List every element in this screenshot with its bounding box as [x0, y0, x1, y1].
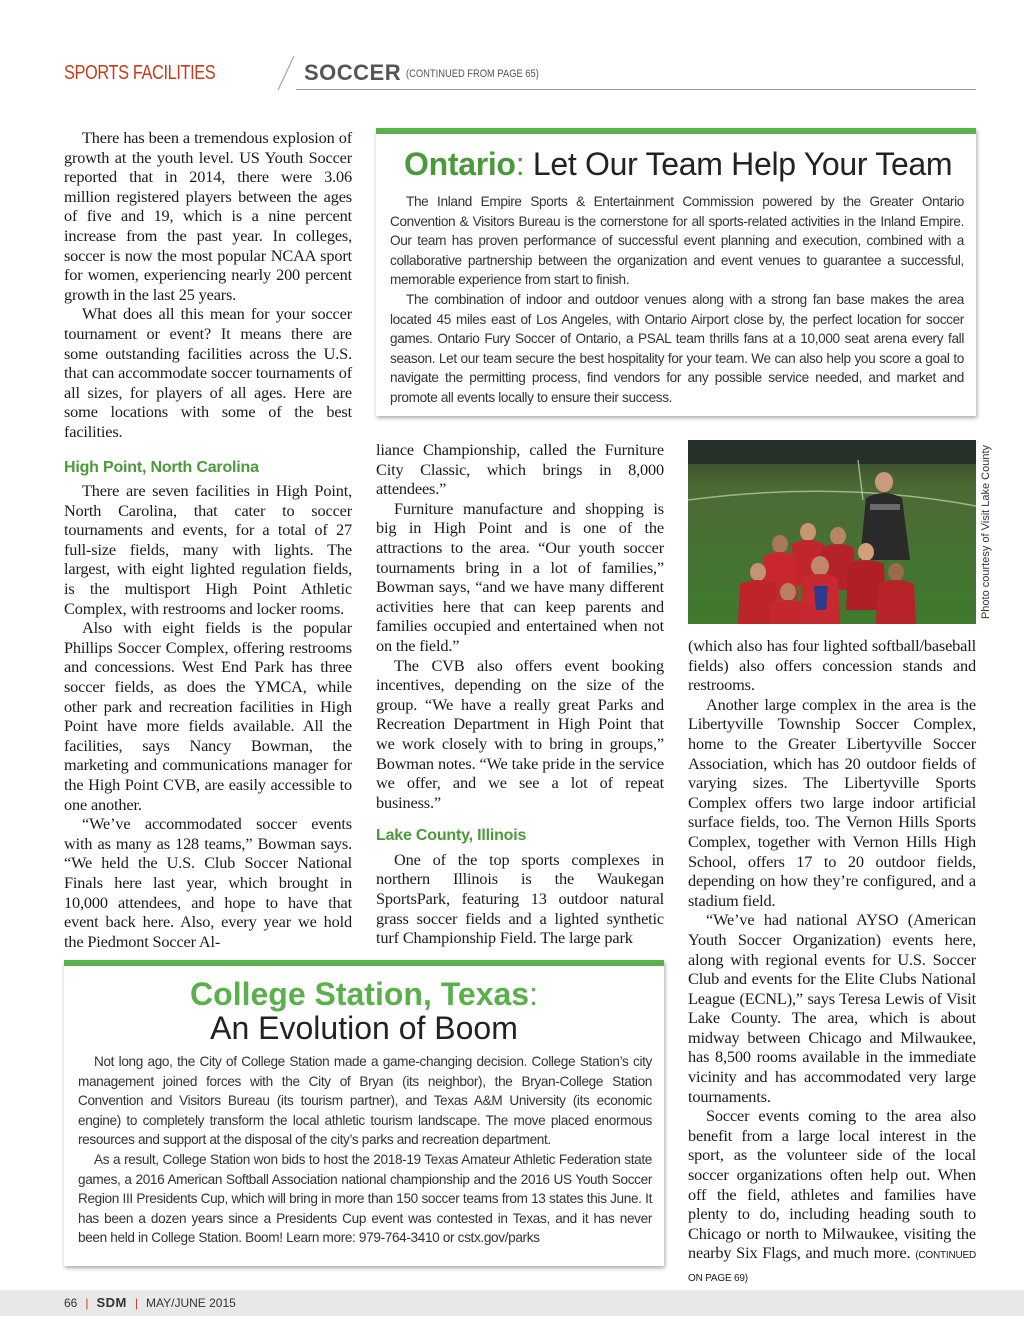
- column-3: [688, 636, 976, 1289]
- page-header: [64, 56, 976, 92]
- page-number: 66: [64, 1296, 78, 1310]
- col2-paragraph: liance Championship, called the Furniture City Classic, which brings in 8,000 attendees.”: [376, 440, 664, 499]
- col2-paragraph: The CVB also offers event booking incentives, depending on the size of the group. “We have a really great Parks and Recreation Department in High Point that we work closely with to bring in groups,” Bowman notes. “We take pride in the service we offer, and we see a lot of repeat business.”: [376, 655, 664, 812]
- topic-label: SOCCER: [304, 60, 402, 85]
- ontario-title-colon: :: [515, 146, 525, 182]
- col1-paragraph: There has been a tremendous explosion of growth at the youth level. US Youth Soccer reported that in 2014, there were 3.06 million registered players between the ages of five and 19, which is a nine percent increase from the past year. In colleges, soccer is now the most popular NCAA sport for women, experiencing nearly 200 percent growth in the last 25 years.: [64, 128, 352, 304]
- column-2: [376, 440, 664, 948]
- col1-paragraph: There are seven facilities in High Point, North Carolina, that cater to soccer tournaments and events, for a total of 27 full-size fields, many with lights. The largest, with eight lighted regulation fields, is the multisport High Point Athletic Complex, with restrooms and locker rooms.: [64, 481, 352, 618]
- footer-text: [64, 1295, 236, 1310]
- college-paragraph: As a result, College Station won bids to host the 2018-19 Texas Amateur Athletic Federation state games, a 2016 American Softball Association national championship and the 2016 US Youth Soccer Region III Presidents Cup, which will bring in more than 150 soccer teams from 13 states this June. It has been a dozen years since a Presidents Cup event was contested in Texas, and it has never been held in College Station. Boom! Learn more: 979-764-3410 or cstx.gov/parks: [78, 1151, 652, 1246]
- college-paragraph: Not long ago, the City of College Station made a game-changing decision. College Station’s city management joined forces with the City of Bryan (its neighbor), the Bryan-College Station Convention and Visitors Bureau (its tourism partner), and Texas A&M University (its economic engine) to completely transform the local athletic tourism landscape. The move placed enormous resources and support at the disposal of the city’s parks and recreation department.: [78, 1054, 652, 1148]
- footer-separator: |: [85, 1296, 89, 1310]
- col2-paragraph: Furniture manufacture and shopping is big in High Point and is one of the attractions to the area. “Our youth soccer tournaments bring in a lot of families,” Bowman says, “and we have many different activities here that can keep parents and families occupied and entertained when not on the field.”: [376, 498, 664, 655]
- college-title: [64, 976, 664, 1013]
- ontario-title-rest: Let Our Team Help Your Team: [524, 146, 953, 182]
- continued-on: (CONTINUED ON PAGE 69): [688, 1250, 977, 1284]
- col3-paragraph: (which also has four lighted softball/baseball fields) also offers concession stands and restrooms.: [688, 636, 976, 695]
- photo-illustration: [688, 440, 976, 624]
- col3-paragraph: “We’ve had national AYSO (American Youth Soccer Organization) events here, along with regional events for U.S. Soccer Club and events for the Elite Clubs National League (ECNL),” says Teresa Lewis of Visit Lake County. The area, which is about midway between Chicago and Milwaukee, has 8,500 rooms available in the immediate vicinity and has accommodated very large tournaments.: [688, 910, 976, 1106]
- photo-credit-text: Photo courtesy of Visit Lake County: [980, 444, 992, 620]
- section-heading-lake-county: Lake County, Illinois: [376, 827, 527, 845]
- issue-date: MAY/JUNE 2015: [146, 1296, 236, 1310]
- page-footer: [0, 1290, 1024, 1316]
- header-rule: [296, 89, 976, 90]
- section-label: SPORTS FACILITIES: [64, 62, 216, 84]
- col3-paragraph: Another large complex in the area is the Libertyville Township Soccer Complex, home to the Greater Libertyville Soccer Association, which has 20 outdoor fields of varying sizes. The Libertyville Sports Complex offers two large indoor artificial surface fields, too. The Vernon Hills Sports Complex, together with Vernon Hills High School, offers 17 to 20 outdoor fields, depending on how they’re configured, and a stadium field.: [688, 694, 976, 910]
- slash-divider: [276, 56, 296, 92]
- col3-paragraph: [688, 1106, 976, 1288]
- continued-from: (CONTINUED FROM PAGE 65): [406, 68, 539, 80]
- soccer-team-photo: [688, 440, 976, 624]
- section-heading-high-point: High Point, North Carolina: [64, 458, 259, 476]
- college-body: [78, 1052, 652, 1248]
- ontario-sidebar: [376, 128, 976, 416]
- col1-paragraph: Also with eight fields is the popular Phillips Soccer Complex, offering restrooms and concessions. West End Park has three soccer fields, as does the YMCA, while other park and recreation facilities in High Point have more fields available. All the facilities, says Nancy Bowman, the marketing and communications manager for the High Point CVB, are easily accessible to one another.: [64, 618, 352, 814]
- ontario-title: [404, 146, 952, 183]
- footer-separator: |: [134, 1296, 138, 1310]
- col2-paragraph: One of the top sports complexes in northern Illinois is the Waukegan SportsPark, featuring 13 outdoor natural grass soccer fields and a lighted synthetic turf Championship Field. The large park: [376, 849, 664, 948]
- ontario-body: [390, 192, 964, 408]
- col3-last-text: Soccer events coming to the area also benefit from a large local interest in the sport, as the volunteer side of the local soccer organizations often help out. When off the field, athletes and families have plenty to do, including heading south to Chicago or north to Milwaukee, visiting the nearby Six Flags, and much more.: [688, 1106, 976, 1263]
- college-subtitle: An Evolution of Boom: [210, 1010, 518, 1046]
- college-title-place: College Station, Texas: [190, 976, 530, 1012]
- ontario-title-place: Ontario: [404, 146, 516, 182]
- ontario-paragraph: The combination of indoor and outdoor venues along with a strong fan base makes the area located 45 miles east of Los Angeles, with Ontario Airport close by, the perfect location for soccer games. Ontario Fury Soccer of Ontario, a PSAL team thrills fans at a 10,000 seat arena every fall season. Let our team secure the best hospitality for your team. We can also help you score a goal to navigate the permitting process, find vendors for any possible service needed, and market and promote all events locally to ensure their success.: [390, 291, 964, 405]
- col1-paragraph: What does all this mean for your soccer tournament or event? It means there are some outstanding facilities across the U.S. that can accommodate soccer tournaments of all sizes, for players of all ages. Here are some locations with some of the best facilities.: [64, 304, 352, 441]
- photo-credit: [978, 440, 994, 624]
- ontario-paragraph: The Inland Empire Sports & Entertainment Commission powered by the Greater Ontario Convention & Visitors Bureau is the cornerstone for all sports-related activities in the Inland Empire. Our team has proven performance of successful event planning and execution, combined with a collaborative partnership between the organization and event venues to guarantee a successful, memorable experience from start to finish.: [390, 194, 964, 288]
- magazine-name: SDM: [96, 1295, 127, 1310]
- college-station-sidebar: [64, 960, 664, 1266]
- column-1: [64, 128, 352, 951]
- col1-paragraph: “We’ve accommodated soccer events with as many as 128 teams,” Bowman says. “We held the U.S. Club Soccer National Finals here last year, which brought in 10,000 attendees, and hope to have that event back here. Also, every year we hold the Piedmont Soccer Al-: [64, 814, 352, 951]
- college-title-colon: :: [529, 976, 538, 1012]
